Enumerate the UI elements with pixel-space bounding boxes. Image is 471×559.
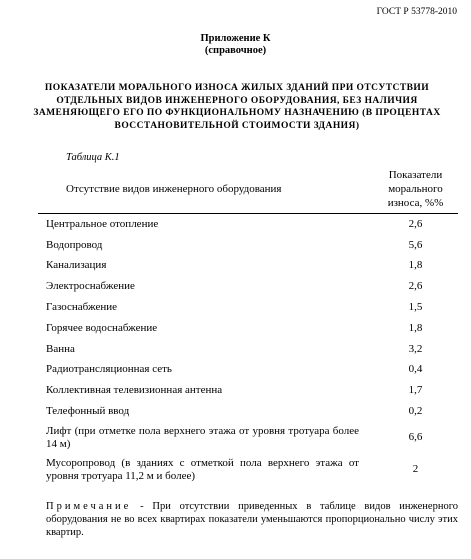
column-header-wear: Показатели морального износа, %%: [373, 165, 458, 214]
equipment-cell: Телефонный ввод: [46, 405, 130, 418]
table-row: [38, 276, 458, 297]
table-caption: Таблица К.1: [66, 152, 120, 163]
wear-value-cell: 2,6: [408, 217, 423, 230]
table-header-row: [38, 165, 458, 214]
wear-value-cell: 2,6: [408, 280, 423, 293]
document-heading: ПОКАЗАТЕЛИ МОРАЛЬНОГО ИЗНОСА ЖИЛЫХ ЗДАНИЙ ПРИ ОТСУТСТВИИ ОТДЕЛЬНЫХ ВИДОВ ИНЖЕНЕРНОГО ОБОРУДОВАНИЯ, БЕЗ НАЛИЧИЯ ЗАМЕНЯЮЩЕГО ЕГО ПО ФУНКЦИОНАЛЬНОМУ НАЗНАЧЕНИЮ (В ПРОЦЕНТАХ ВОССТАНОВИТЕЛЬНОЙ СТОИМОСТИ ЗДАНИЯ): [33, 83, 441, 131]
note-text: - При отсутствии приведенных в таблице видов инженерного оборудования не во всех квартирах показатели уменьшаются пропорционально числу этих квартир.: [46, 501, 458, 538]
standard-number: ГОСТ Р 53778-2010: [376, 7, 457, 17]
table-row: [38, 422, 458, 454]
table-row: [38, 339, 458, 360]
wear-indicators-table: [38, 165, 458, 486]
table-row: [38, 214, 458, 235]
equipment-cell: Газоснабжение: [46, 301, 117, 314]
table-row: [38, 401, 458, 422]
wear-value-cell: 2: [412, 463, 419, 476]
wear-value-cell: 5,6: [408, 238, 423, 251]
equipment-cell: Мусоропровод (в зданиях с отметкой пола верхнего этажа от уровня тротуара 11,2 м и более): [46, 456, 359, 482]
equipment-cell: Водопровод: [46, 238, 103, 251]
wear-value-cell: 0,2: [408, 405, 423, 418]
equipment-cell: Канализация: [46, 259, 107, 272]
wear-value-cell: 1,8: [408, 321, 423, 334]
equipment-cell: Коллективная телевизионная антенна: [46, 384, 223, 397]
equipment-cell: Горячее водоснабжение: [46, 321, 158, 334]
wear-value-cell: 1,7: [408, 384, 423, 397]
note-label: Примечание: [46, 501, 132, 512]
appendix-block: [0, 33, 471, 57]
equipment-cell: Ванна: [46, 342, 75, 355]
table-note: [46, 500, 458, 539]
table-row: [38, 256, 458, 277]
wear-value-cell: 1,5: [408, 301, 423, 314]
appendix-subtitle: (справочное): [204, 45, 267, 56]
equipment-cell: Центральное отопление: [46, 217, 159, 230]
wear-value-cell: 6,6: [408, 431, 423, 444]
equipment-cell: Лифт (при отметке пола верхнего этажа от уровня тротуара более 14 м): [46, 424, 359, 450]
table-row: [38, 360, 458, 381]
wear-value-cell: 3,2: [408, 342, 423, 355]
table-row: [38, 235, 458, 256]
table-row: [38, 318, 458, 339]
column-header-equipment: Отсутствие видов инженерного оборудования: [38, 165, 373, 214]
table-row: [38, 454, 458, 486]
equipment-cell: Электроснабжение: [46, 280, 135, 293]
table-row: [38, 380, 458, 401]
appendix-title: Приложение К: [200, 33, 271, 44]
table-row: [38, 297, 458, 318]
wear-value-cell: 1,8: [408, 259, 423, 272]
wear-value-cell: 0,4: [408, 363, 423, 376]
equipment-cell: Радиотрансляционная сеть: [46, 363, 172, 376]
